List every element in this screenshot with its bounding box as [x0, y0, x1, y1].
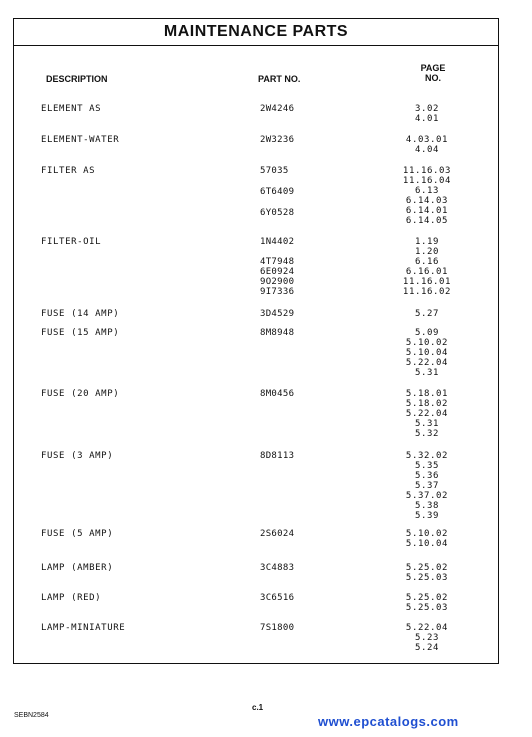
part-description: FUSE (14 AMP) — [41, 309, 120, 319]
page-number: 11.16.02 — [402, 287, 452, 297]
page-number: 5.31 — [414, 368, 440, 378]
page-number: 5.09 — [414, 328, 440, 338]
page-number: 5.25.02 — [405, 593, 449, 603]
header-page-line2: NO. — [424, 73, 441, 83]
page-number: 5.10.02 — [405, 338, 449, 348]
part-number: 3C4883 — [260, 563, 295, 573]
page-numbers — [392, 451, 462, 521]
part-numbers — [260, 451, 294, 462]
page-number: 5.18.02 — [405, 399, 449, 409]
footer-document-code: SEBN2584 — [14, 712, 49, 719]
page-number: 5.22.04 — [405, 409, 449, 419]
part-number — [260, 247, 294, 257]
page-number: 6.14.03 — [405, 196, 449, 206]
part-number: 9O2900 — [260, 277, 295, 287]
part-numbers — [260, 104, 294, 115]
part-number: 4T7948 — [260, 257, 295, 267]
part-description: ELEMENT-WATER — [41, 135, 120, 145]
page-number: 5.37.02 — [405, 491, 449, 501]
part-number: 6T6409 — [260, 187, 295, 197]
part-number: 57035 — [260, 166, 289, 176]
part-description: FUSE (5 AMP) — [41, 529, 114, 539]
page-numbers — [392, 593, 462, 613]
header-description: DESCRIPTION — [46, 74, 108, 84]
page-number: 5.35 — [414, 461, 440, 471]
part-description: FILTER-OIL — [41, 237, 102, 247]
part-number: 7S1800 — [260, 623, 295, 633]
page-number: 5.10.04 — [405, 348, 449, 358]
page-number: 1.20 — [414, 247, 440, 257]
part-numbers — [260, 389, 294, 400]
part-numbers — [260, 135, 294, 146]
page-number: 5.18.01 — [405, 389, 449, 399]
part-numbers — [260, 309, 294, 320]
part-numbers — [260, 593, 294, 604]
page-number: 5.22.04 — [405, 358, 449, 368]
page-number: 6.16.01 — [405, 267, 449, 277]
page-numbers — [392, 529, 462, 549]
part-number — [260, 219, 294, 230]
page-numbers — [392, 237, 462, 297]
page-number: 5.27 — [414, 309, 440, 319]
part-numbers — [260, 623, 294, 634]
page-number: 11.16.04 — [402, 176, 452, 186]
page-numbers — [392, 389, 462, 439]
page-number: 5.24 — [414, 643, 440, 653]
page-number: 11.16.03 — [402, 166, 452, 176]
part-number: 6E0924 — [260, 267, 295, 277]
page-number: 5.10.02 — [405, 529, 449, 539]
page-number: 5.25.03 — [405, 573, 449, 583]
page-numbers — [392, 104, 462, 124]
page-number: 1.19 — [414, 237, 440, 247]
header-part-no: PART NO. — [258, 74, 301, 84]
part-number: 3D4529 — [260, 309, 295, 319]
footer-website-watermark: www.epcatalogs.com — [318, 714, 459, 729]
page-number: 5.23 — [414, 633, 440, 643]
part-numbers — [260, 237, 294, 297]
page-title: MAINTENANCE PARTS — [14, 19, 498, 46]
part-description: LAMP (AMBER) — [41, 563, 114, 573]
part-numbers — [260, 166, 294, 229]
part-number: 3C6516 — [260, 593, 295, 603]
header-page-line1: PAGE — [420, 63, 446, 73]
part-number: 2W3236 — [260, 135, 295, 145]
page-number: 5.25.02 — [405, 563, 449, 573]
part-description: FUSE (3 AMP) — [41, 451, 114, 461]
part-number: 8D8113 — [260, 451, 295, 461]
page-number: 6.14.05 — [405, 216, 449, 226]
part-number — [260, 177, 294, 188]
part-number: 6Y0528 — [260, 208, 295, 218]
part-description: FUSE (20 AMP) — [41, 389, 120, 399]
page-numbers — [392, 563, 462, 583]
page-number: 5.10.04 — [405, 539, 449, 549]
part-number: 8M8948 — [260, 328, 295, 338]
part-numbers — [260, 529, 294, 540]
page-number: 5.38 — [414, 501, 440, 511]
page-number: 4.03.01 — [405, 135, 449, 145]
page-number: 6.13 — [414, 186, 440, 196]
page-number: 5.22.04 — [405, 623, 449, 633]
page-number: 6.16 — [414, 257, 440, 267]
part-number: 9I7336 — [260, 287, 295, 297]
page-number: 11.16.01 — [402, 277, 452, 287]
part-numbers — [260, 563, 294, 574]
page-numbers — [392, 328, 462, 378]
parts-table-frame — [13, 18, 499, 664]
part-description: ELEMENT AS — [41, 104, 102, 114]
part-number: 8M0456 — [260, 389, 295, 399]
page-number: 3.02 — [414, 104, 440, 114]
part-description: LAMP-MINIATURE — [41, 623, 126, 633]
part-number: 2W4246 — [260, 104, 295, 114]
page-number: 5.32.02 — [405, 451, 449, 461]
part-number: 1N4402 — [260, 237, 295, 247]
page-number: 6.14.01 — [405, 206, 449, 216]
page-number: 5.25.03 — [405, 603, 449, 613]
page-number: 5.37 — [414, 481, 440, 491]
page-numbers — [392, 166, 462, 226]
page-number: 5.32 — [414, 429, 440, 439]
header-page-no — [418, 63, 448, 83]
part-number: 2S6024 — [260, 529, 295, 539]
page-number: 4.04 — [414, 145, 440, 155]
page-numbers — [392, 309, 462, 319]
part-numbers — [260, 328, 294, 339]
page-number: 5.36 — [414, 471, 440, 481]
page-number: 4.01 — [414, 114, 440, 124]
page-numbers — [392, 135, 462, 155]
page-number: 5.39 — [414, 511, 440, 521]
page-numbers — [392, 623, 462, 653]
part-description: FUSE (15 AMP) — [41, 328, 120, 338]
footer-page-number: c.1 — [252, 703, 264, 712]
part-number — [260, 198, 294, 209]
part-description: LAMP (RED) — [41, 593, 102, 603]
page-number: 5.31 — [414, 419, 440, 429]
part-description: FILTER AS — [41, 166, 96, 176]
